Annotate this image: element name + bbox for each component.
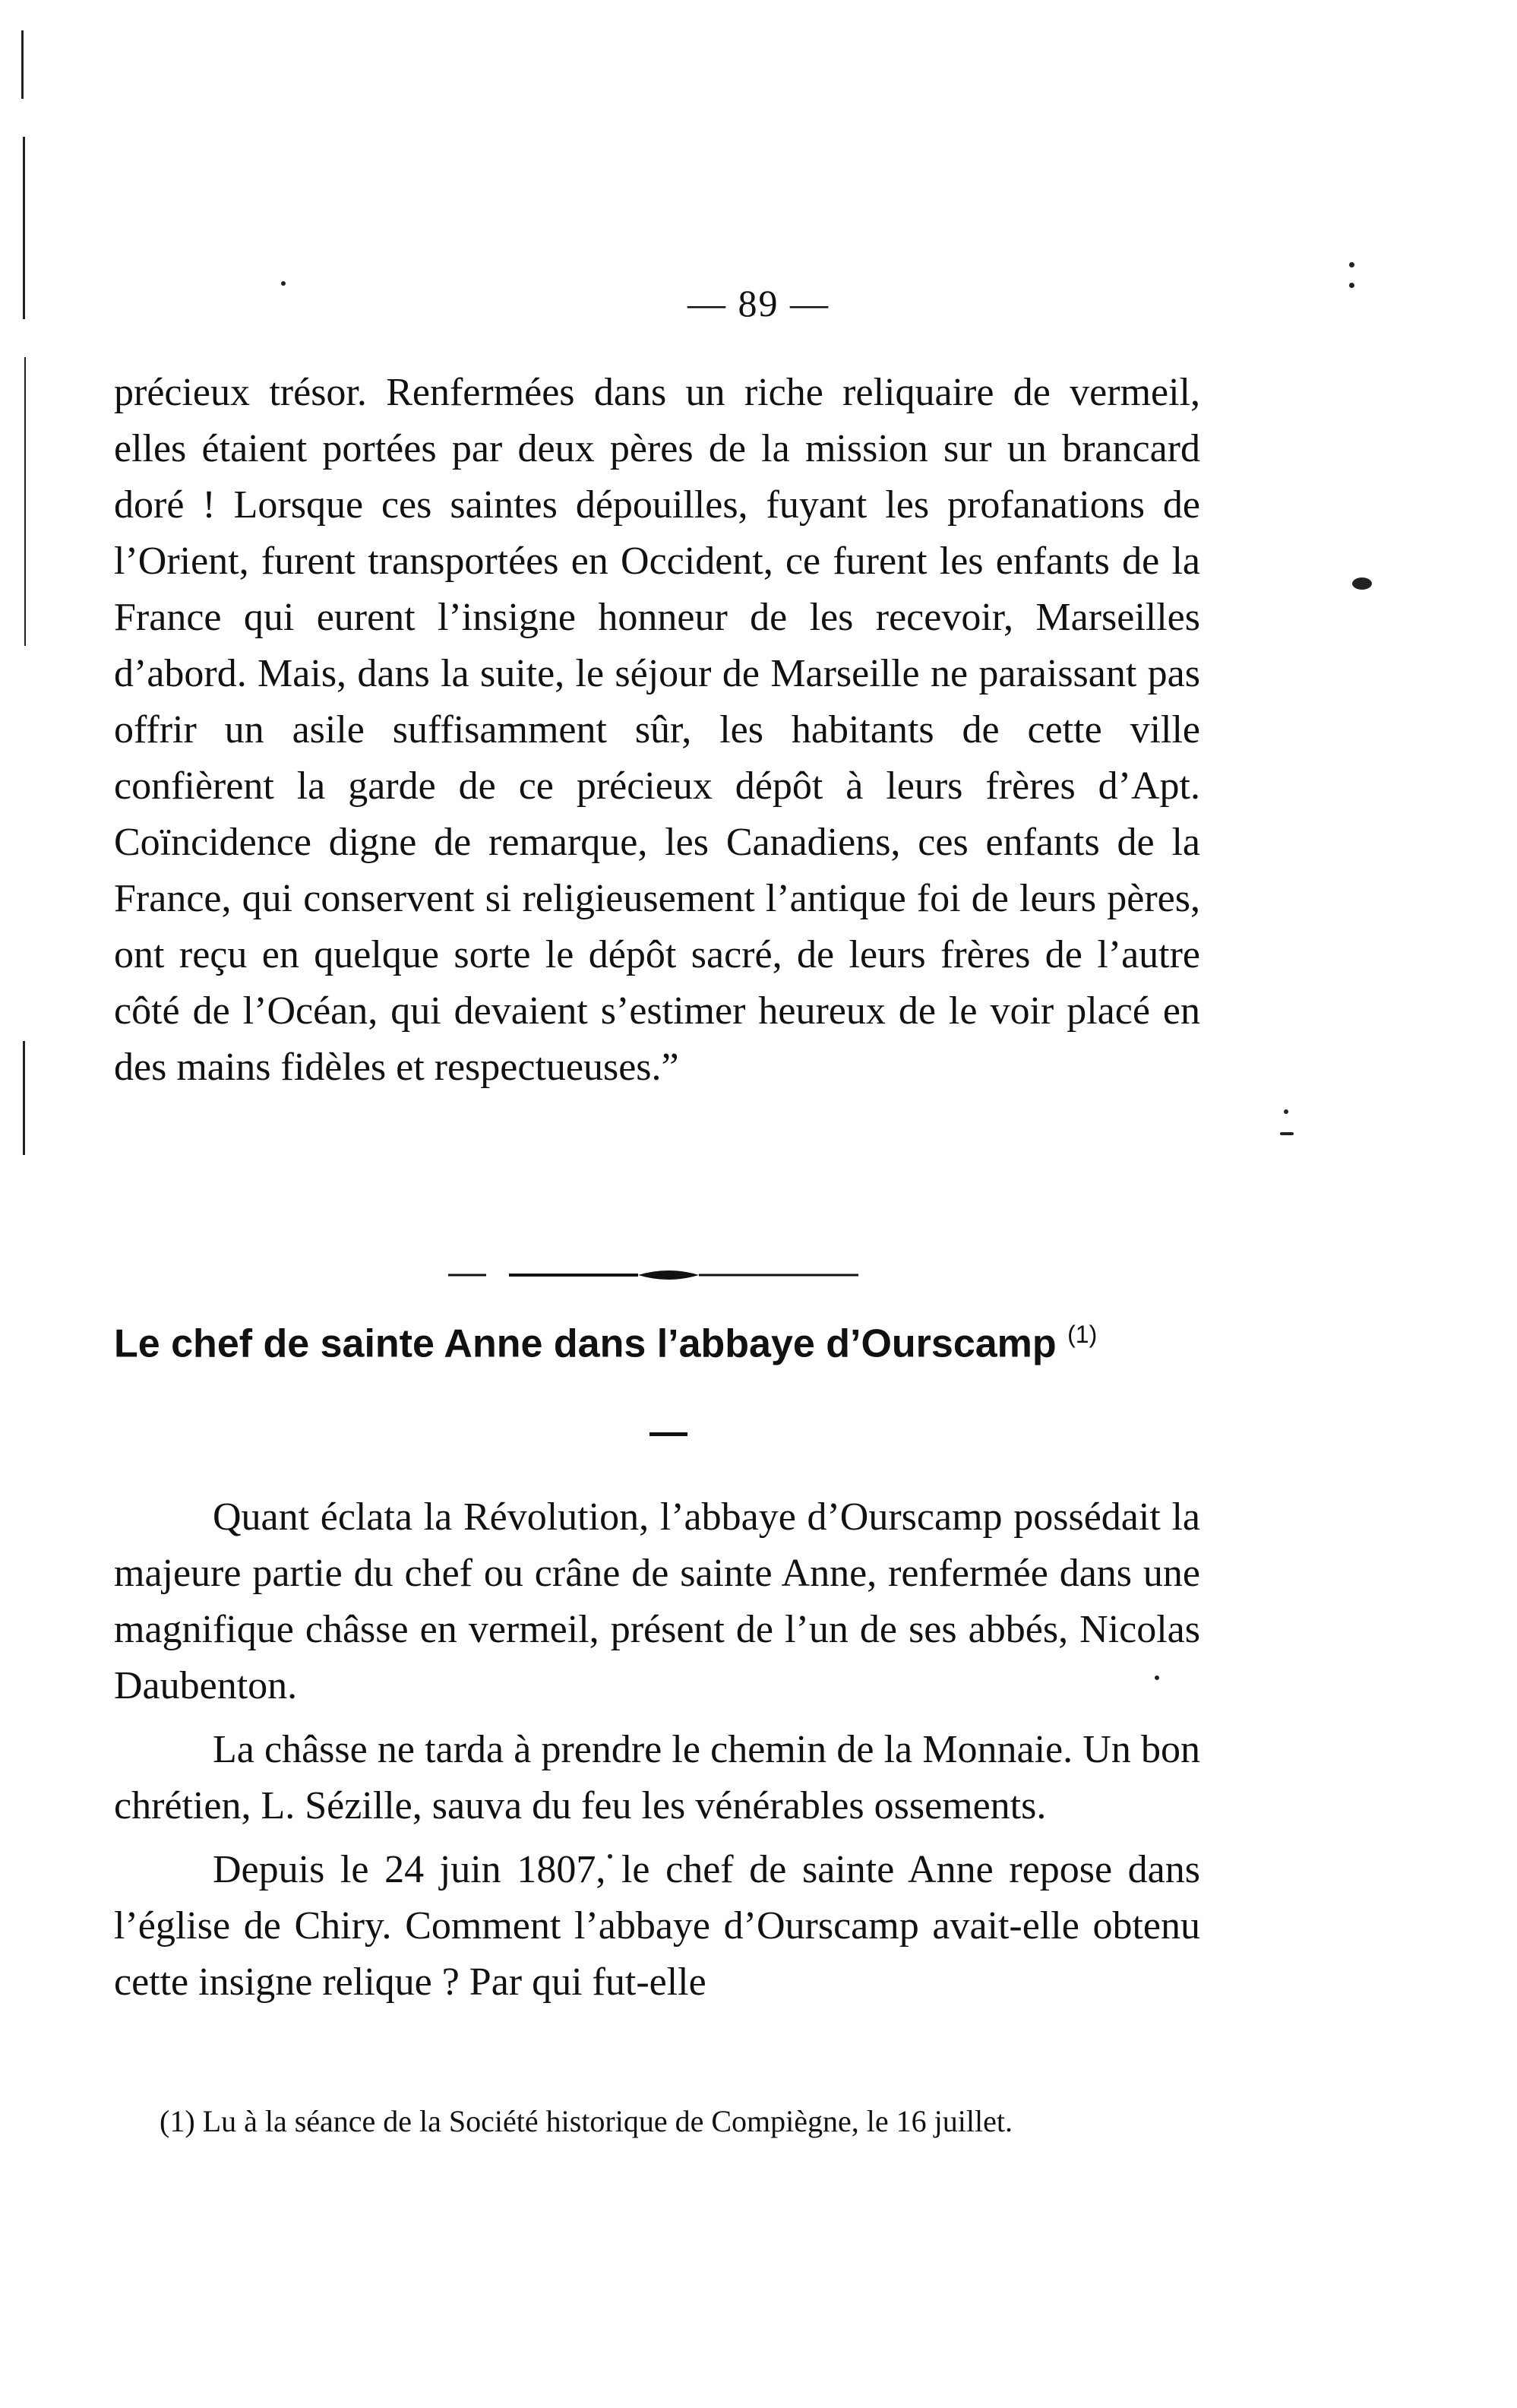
scan-speck [1284, 1109, 1288, 1114]
heading-dash [649, 1432, 687, 1436]
opening-paragraph [114, 365, 1200, 1096]
section-body [114, 1489, 1200, 2018]
paragraph: Quant éclata la Révolution, l’abbaye d’Ourscamp possédait la majeure partie du chef ou crâne de sainte Anne, renfermée dans une magnifique châsse en vermeil, présent de l’un de ses abbés, Nicolas Daubenton. [114, 1495, 1200, 1707]
page-number: — 89 — [687, 282, 830, 324]
paragraph: Depuis le 24 juin 1807, le chef de sainte Anne repose dans l’église de Chiry. Comment l’abbaye d’Ourscamp avait-elle obtenu cette insigne relique ? Par qui fut-elle [114, 1848, 1200, 2004]
paragraph: La châsse ne tarda à prendre le chemin de la Monnaie. Un bon chrétien, L. Sézille, sauva du feu les vénérables ossements. [114, 1728, 1200, 1827]
scan-margin-mark [23, 1041, 25, 1155]
scan-speck [1280, 1132, 1294, 1135]
footnote: (1) Lu à la séance de la Société historique de Compiègne, le 16 juillet. [160, 2104, 1013, 2138]
scan-margin-mark [24, 357, 26, 646]
scan-margin-mark [21, 30, 24, 99]
ornamental-rule [448, 1266, 858, 1284]
footnote-reference: (1) [1067, 1321, 1098, 1348]
scan-speck [1352, 577, 1372, 590]
scan-speck [1349, 262, 1354, 267]
section-heading [114, 1321, 1208, 1366]
section-title: Le chef de sainte Anne dans l’abbaye d’Ourscamp [114, 1321, 1057, 1366]
paragraph: précieux trésor. Renfermées dans un riche reliquaire de vermeil, elles étaient portées par deux pères de la mission sur un brancard doré ! Lorsque ces saintes dépouilles, fuyant les profanations de l’Orient, furent transportées en Occident, ce furent les enfants de la France qui eurent l’insigne honneur de les recevoir, Marseilles d’abord. Mais, dans la suite, le séjour de Marseille ne paraissant pas offrir un asile suffisamment sûr, les habitants de cette ville confièrent la garde de ce précieux dépôt à leurs frères d’Apt. Coïncidence digne de remarque, les Canadiens, ces enfants de la France, qui conservent si religieusement l’antique foi de leurs pères, ont reçu en quelque sorte le dépôt sacré, de leurs frères de l’autre côté de l’Océan, qui devaient s’estimer heureux de le voir placé en des mains fidèles et respectueuses.” [114, 371, 1200, 1089]
